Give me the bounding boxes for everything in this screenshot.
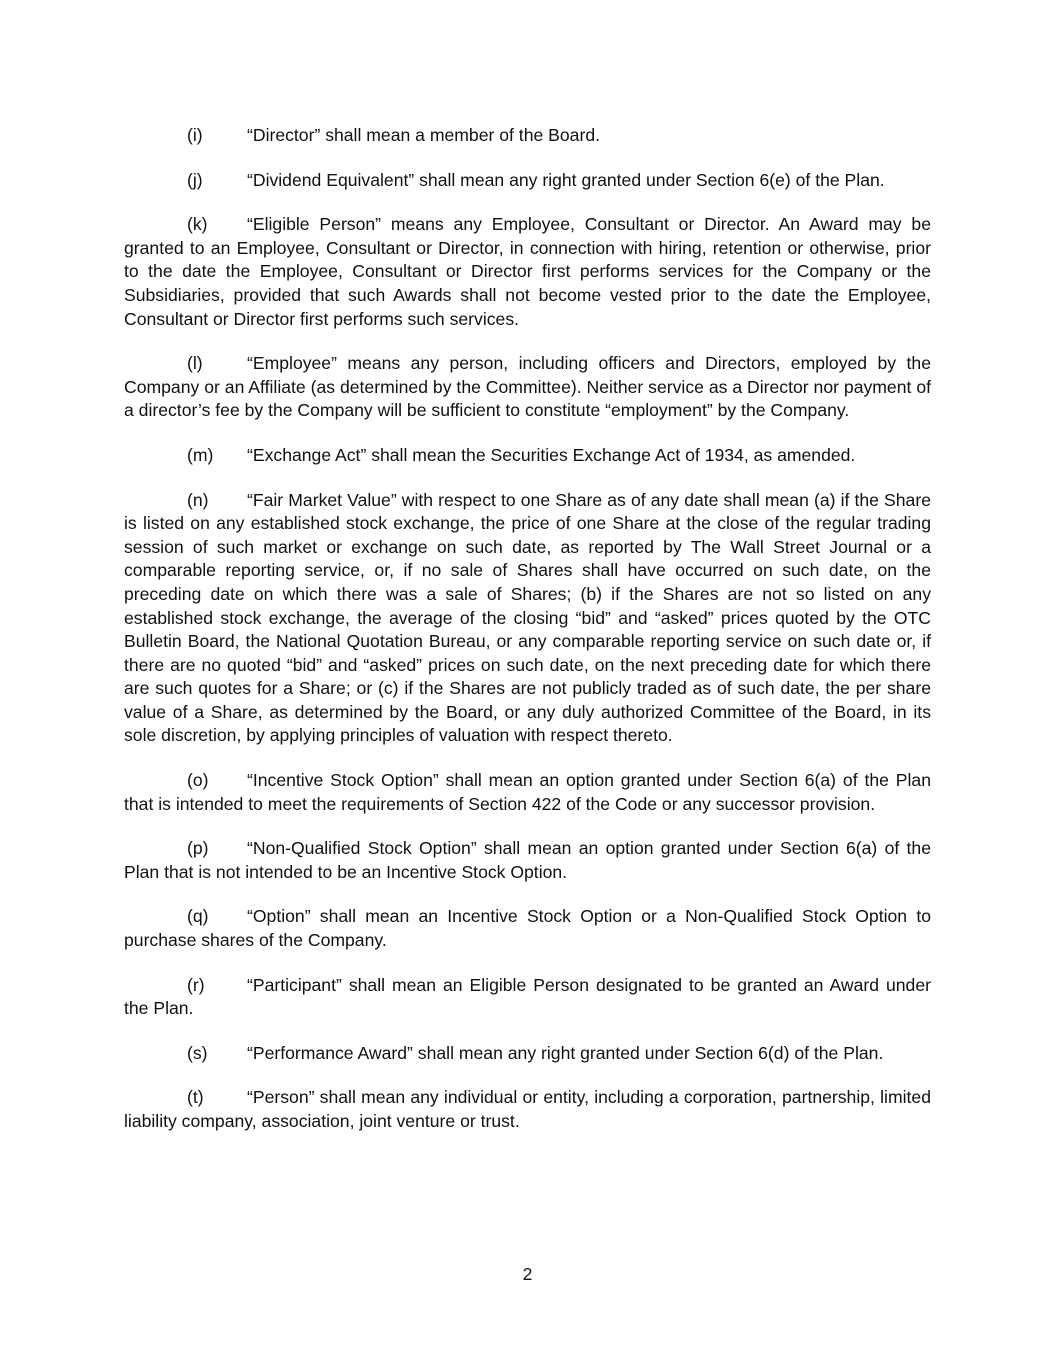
- definition-incentive-stock-option: [124, 769, 931, 816]
- definition-text: “Participant” shall mean an Eligible Person designated to be granted an Award under the Plan.: [124, 974, 931, 1019]
- definition-employee: [124, 352, 931, 423]
- definition-label: (s): [187, 1042, 208, 1063]
- definition-text: “Non-Qualified Stock Option” shall mean an option granted under Section 6(a) of the Plan that is not intended to be an Incentive Stock Option.: [124, 838, 931, 882]
- document-body: [124, 124, 931, 1155]
- definition-fair-market-value: [124, 489, 931, 749]
- definition-label: (q): [187, 906, 209, 927]
- definition-participant: [124, 974, 931, 1021]
- definition-label: (j): [187, 169, 203, 190]
- definition-person: [124, 1086, 931, 1133]
- definition-performance-award: [124, 1042, 931, 1066]
- definition-dividend-equivalent: [124, 169, 931, 193]
- definition-text: “Employee” means any person, including officers and Directors, employed by the Company or an Affiliate (as determined by the Committee). Neither service as a Director nor payment of a director’s fee by the Company will be sufficient to constitute “employment” by the Company.: [124, 353, 931, 421]
- definition-text: “Incentive Stock Option” shall mean an option granted under Section 6(a) of the Plan that is intended to meet the requirements of Section 422 of the Code or any successor provision.: [124, 770, 931, 814]
- definition-label: (p): [187, 838, 209, 859]
- definition-non-qualified-stock-option: [124, 837, 931, 884]
- definition-text: “Person” shall mean any individual or entity, including a corporation, partnership, limited liability company, association, joint venture or trust.: [124, 1087, 931, 1131]
- definition-label: (l): [187, 353, 203, 374]
- definition-director: [124, 124, 931, 148]
- definition-label: (n): [187, 489, 209, 510]
- definition-text: “Director” shall mean a member of the Board.: [247, 125, 600, 145]
- definition-text: “Option” shall mean an Incentive Stock Option or a Non-Qualified Stock Option to purchase shares of the Company.: [124, 906, 931, 951]
- definition-text: “Fair Market Value” with respect to one Share as of any date shall mean (a) if the Share is listed on any established stock exchange, the price of one Share at the close of the regular trading session of such market or exchange on such date, as reported by The Wall Street Journal or a comparable reporting service, or, if no sale of Shares shall have occurred on such date, on the preceding date on which there was a sale of Shares; (b) if the Shares are not so listed on any established stock exchange, the average of the closing “bid” and “asked” prices quoted by the OTC Bulletin Board, the National Quotation Bureau, or any comparable reporting service on such date or, if there are no quoted “bid” and “asked” prices on such date, on the next preceding date for which there are such quotes for a Share; or (c) if the Shares are not publicly traded as of such date, the per share value of a Share, as determined by the Board, or any duly authorized Committee of the Board, in its sole discretion, by applying principles of valuation with respect thereto.: [124, 489, 931, 746]
- definition-eligible-person: [124, 213, 931, 331]
- definition-text: “Exchange Act” shall mean the Securities Exchange Act of 1934, as amended.: [247, 444, 856, 465]
- definition-exchange-act: [124, 444, 931, 468]
- definition-label: (o): [187, 770, 209, 791]
- definition-label: (r): [187, 974, 205, 995]
- definition-label: (t): [187, 1087, 204, 1108]
- definition-text: “Eligible Person” means any Employee, Consultant or Director. An Award may be granted to an Employee, Consultant or Director, in connection with hiring, retention or otherwise, prior to the date the Employee, Consultant or Director first performs services for the Company or the Subsidiaries, provided that such Awards shall not become vested prior to the date the Employee, Consultant or Director first performs such services.: [124, 214, 931, 329]
- definition-label: (k): [187, 214, 208, 235]
- definition-text: “Performance Award” shall mean any right granted under Section 6(d) of the Plan.: [247, 1042, 884, 1063]
- definition-label: (m): [187, 444, 214, 465]
- definition-option: [124, 905, 931, 952]
- definition-text: “Dividend Equivalent” shall mean any right granted under Section 6(e) of the Plan.: [247, 169, 885, 190]
- definition-label: (i): [187, 125, 203, 145]
- page-number: 2: [522, 1264, 533, 1284]
